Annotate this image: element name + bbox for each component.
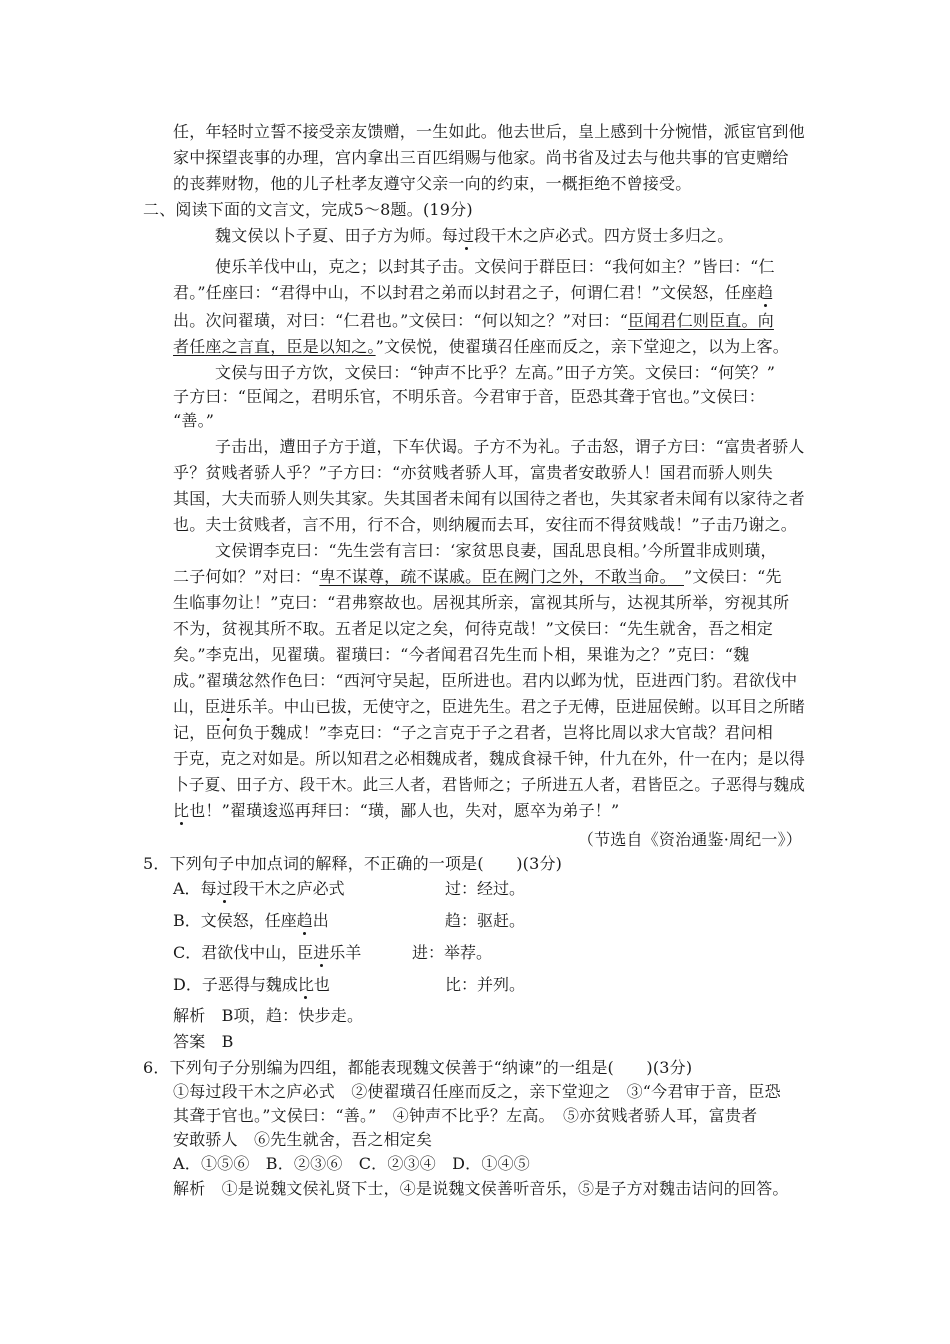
dotted-word: 趋	[757, 283, 774, 302]
section-heading: 二、阅读下面的文言文，完成5～8题。(19分)	[143, 200, 473, 219]
passage-line: 记，臣何负于魏成！”李克曰：“子之言克于子之君者，岂将比周以求大官哉？君问相	[173, 723, 773, 742]
option-d-gloss: 比：并列。	[445, 975, 526, 994]
option-a-sentence: A．每过段干木之庐必式	[173, 879, 345, 898]
passage-line: 生临事勿让！”克曰：“君弗察故也。居视其所亲，富视其所与，达视其所举，穷视其所	[173, 593, 790, 612]
source-citation: （节选自《资治通鉴·周纪一》）	[577, 830, 802, 849]
option-b-sentence: B．文侯怒，任座趋出	[173, 911, 329, 930]
passage-line: 比也！”翟璜逡巡再拜曰：“璜，鄙人也，失对，愿卒为弟子！”	[173, 801, 620, 820]
underlined-sentence: 臣闻君仁则臣直。向	[628, 311, 774, 330]
passage-line: 于克，克之对如是。所以知君之必相魏成者，魏成食禄千钟，什九在外，什一在内；是以得	[173, 749, 806, 768]
passage-line: 使乐羊伐中山，克之；以封其子击。文侯问于群臣曰：“我何如主？”皆曰：“仁	[215, 257, 775, 276]
passage-line: 文侯谓李克曰：“先生尝有言曰：‘家贫思良妻，国乱思良相。’今所置非成则璜，	[215, 541, 777, 560]
passage-line: 子击出，遭田子方于道，下车伏谒。子方不为礼。子击怒，谓子方曰：“富贵者骄人	[215, 437, 805, 456]
question-6-items: 其聋于官也。”文侯曰：“善。” ④钟声不比乎？左高。 ⑤亦贫贱者骄人耳，富贵者	[173, 1106, 758, 1125]
passage-line: 矣。”李克出，见翟璜。翟璜曰：“今者闻君召先生而卜相，果谁为之？”克曰：“魏	[173, 645, 750, 664]
passage-line: 也。夫士贫贱者，言不用，行不合，则纳履而去耳，安往而不得贫贱哉！”子击乃谢之。	[173, 515, 797, 534]
passage-line: 卜子夏、田子方、段干木。此三人者，君皆师之；子所进五人者，君皆臣之。子恶得与魏成	[173, 775, 806, 794]
answer-text: 答案 B	[173, 1032, 234, 1051]
underlined-sentence: 者任座之言直，臣是以知之。	[173, 337, 376, 356]
passage-line: 山，臣进乐羊。中山已拔，无使守之，臣进先生。君之子无傅，臣进屈侯鲋。以耳目之所睹	[173, 697, 806, 716]
question-6-items: 安敢骄人 ⑥先生就舍，吾之相定矣	[173, 1130, 433, 1149]
passage-line: “善。”	[173, 411, 215, 430]
question-6: 6．下列句子分别编为四组，都能表现魏文侯善于“纳谏”的一组是( )(3分)	[143, 1058, 693, 1077]
passage-line: 出。次问翟璜，对曰：“仁君也。”文侯曰：“何以知之？”对曰：“臣闻君仁则臣直。向	[173, 311, 774, 330]
dotted-word: 过	[458, 226, 475, 245]
option-c-gloss: 进：举荐。	[412, 943, 493, 962]
passage-line: 其国，大夫而骄人则失其家。失其国者未闻有以国待之者也，失其家者未闻有以家待之者	[173, 489, 805, 508]
passage-line: 君。”任座曰：“君得中山，不以封君之弟而以封君之子，何谓仁君！”文侯怒，任座趋	[173, 283, 774, 302]
text-line: 任，年轻时立誓不接受亲友馈赠，一生如此。他去世后，皇上感到十分惋惜，派宦官到他	[173, 122, 805, 141]
option-c-sentence: C．君欲伐中山，臣进乐羊	[173, 943, 362, 962]
question-6-items: ①每过段干木之庐必式 ②使翟璜召任座而反之，亲下堂迎之 ③“今君审于音，臣恐	[173, 1082, 781, 1101]
option-a-gloss: 过：经过。	[445, 879, 526, 898]
analysis-text: 解析 ①是说魏文侯礼贤下士，④是说魏文侯善听音乐，⑤是子方对魏击诘问的回答。	[173, 1179, 789, 1198]
dotted-word: 进	[220, 697, 237, 716]
text-line: 的丧葬财物，他的儿子杜孝友遵守父亲一向的约束，一概拒绝不曾接受。	[173, 174, 692, 193]
option-b-gloss: 趋：驱赶。	[445, 911, 526, 930]
passage-line: 成。”翟璜忿然作色曰：“西河守吴起，臣所进也。君内以邺为忧，臣进西门豹。君欲伐中	[173, 671, 798, 690]
passage-line: 二子何如？”对曰：“卑不谋尊，疏不谋戚。臣在阙门之外，不敢当命。 ”文侯曰：“先	[173, 567, 782, 586]
text-line: 家中探望丧事的办理，宫内拿出三百匹绢赐与他家。尚书省及过去与他共事的官吏赠给	[173, 148, 789, 167]
passage-line: 文侯与田子方饮，文侯曰：“钟声不比乎？左高。”田子方笑。文侯曰：“何笑？”	[215, 363, 776, 382]
passage-line: 者任座之言直，臣是以知之。”文侯悦，使翟璜召任座而反之，亲下堂迎之，以为上客。	[173, 337, 789, 356]
dotted-word: 比	[173, 801, 190, 820]
question-5: 5．下列句子中加点词的解释，不正确的一项是( )(3分)	[143, 854, 563, 873]
underlined-sentence: 卑不谋尊，疏不谋戚。臣在阙门之外，不敢当命。	[319, 567, 668, 586]
passage-line: 乎？贫贱者骄人乎？”子方曰：“亦贫贱者骄人耳，富贵者安敢骄人！国君而骄人则失	[173, 463, 773, 482]
passage-line: 魏文侯以卜子夏、田子方为师。每过段干木之庐必式。四方贤士多归之。	[215, 226, 734, 245]
question-6-options: A．①⑤⑥ B．②③⑥ C．②③④ D．①④⑤	[173, 1154, 530, 1173]
passage-line: 不为，贫视其所不取。五者足以定之矣，何待克哉！”文侯曰：“先生就舍，吾之相定	[173, 619, 773, 638]
passage-line: 子方曰：“臣闻之，君明乐官，不明乐音。今君审于音，臣恐其聋于官也。”文侯曰：	[173, 387, 765, 406]
analysis-text: 解析 B项，趋：快步走。	[173, 1006, 364, 1025]
option-d-sentence: D．子恶得与魏成比也	[173, 975, 330, 994]
